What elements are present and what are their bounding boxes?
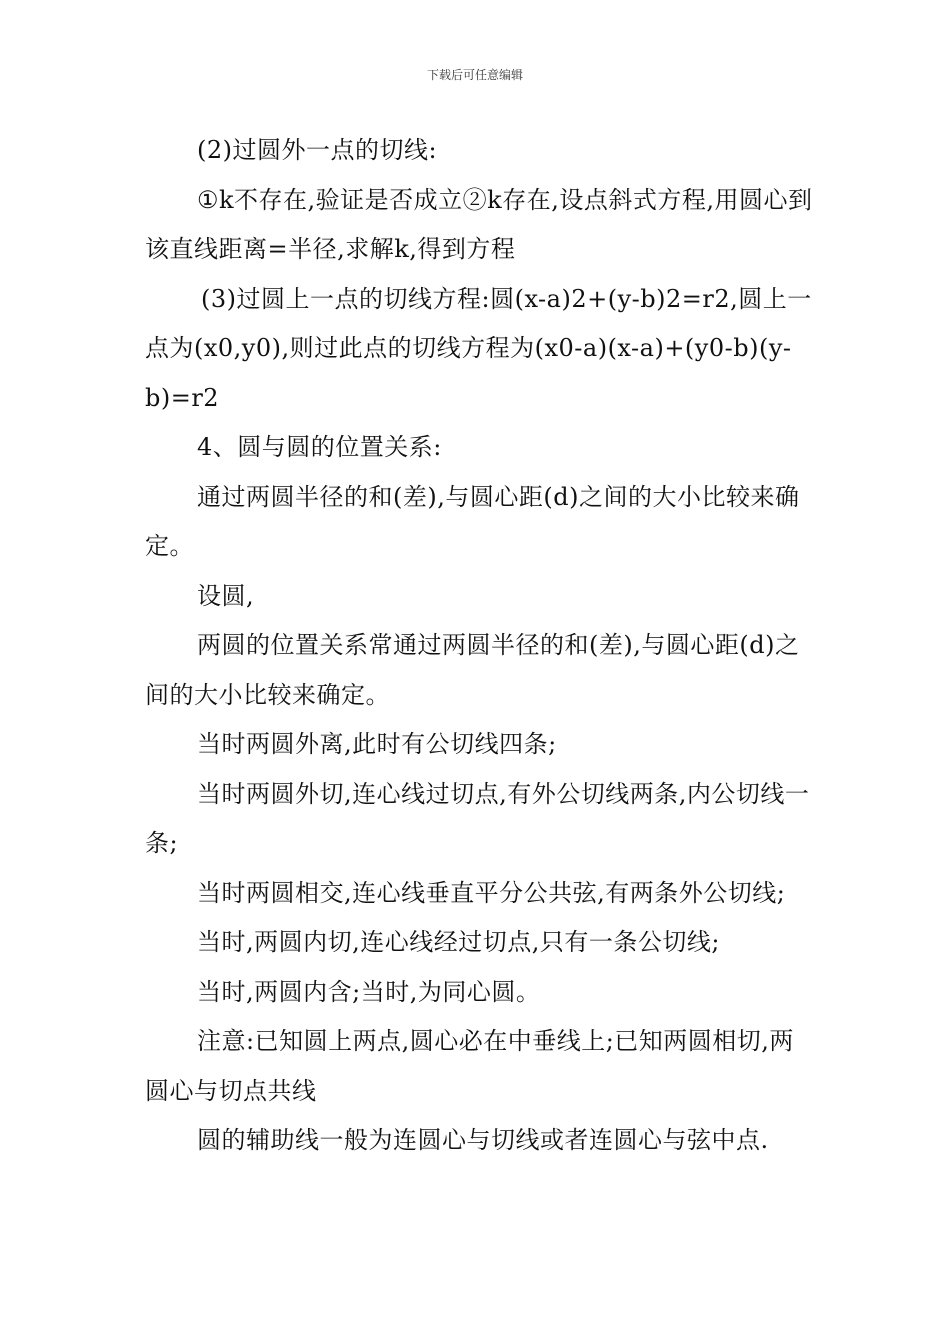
paragraph-position-relation: 两圆的位置关系常通过两圆半径的和(差),与圆心距(d)之间的大小比较来确定。: [145, 631, 800, 709]
paragraph-auxiliary-line: 圆的辅助线一般为连圆心与切线或者连圆心与弦中点.: [197, 1126, 769, 1154]
paragraph-separate: 当时两圆外离,此时有公切线四条;: [197, 730, 557, 758]
document-body: [145, 126, 815, 1166]
paragraph-k-cases: ①k不存在,验证是否成立②k存在,设点斜式方程,用圆心到该直线距离=半径,求解k,得到方程: [145, 185, 813, 263]
paragraph-external-tangent: 当时两圆外切,连心线过切点,有外公切线两条,内公切线一条;: [145, 779, 810, 857]
paragraph-section-4-heading: 4、圆与圆的位置关系:: [197, 433, 442, 461]
paragraph-compare-radius: 通过两圆半径的和(差),与圆心距(d)之间的大小比较来确定。: [145, 482, 800, 560]
paragraph-let-circle: 设圆,: [197, 581, 255, 610]
paragraph-tangent-on-circle: (3)过圆上一点的切线方程:圆(x-a)2+(y-b)2=r2,圆上一点为(x0,y0),则过此点的切线方程为(x0-a)(x-a)+(y0-b)(y-b)=r2: [145, 284, 812, 412]
paragraph-tangent-outside-point: (2)过圆外一点的切线:: [197, 136, 438, 164]
paragraph-contained: 当时,两圆内含;当时,为同心圆。: [197, 977, 541, 1006]
page-header: 下载后可任意编辑: [426, 68, 523, 82]
paragraph-internal-tangent: 当时,两圆内切,连心线经过切点,只有一条公切线;: [197, 928, 720, 956]
paragraph-note: 注意:已知圆上两点,圆心必在中垂线上;已知两圆相切,两圆心与切点共线: [145, 1027, 794, 1105]
paragraph-intersect: 当时两圆相交,连心线垂直平分公共弦,有两条外公切线;: [197, 878, 786, 907]
